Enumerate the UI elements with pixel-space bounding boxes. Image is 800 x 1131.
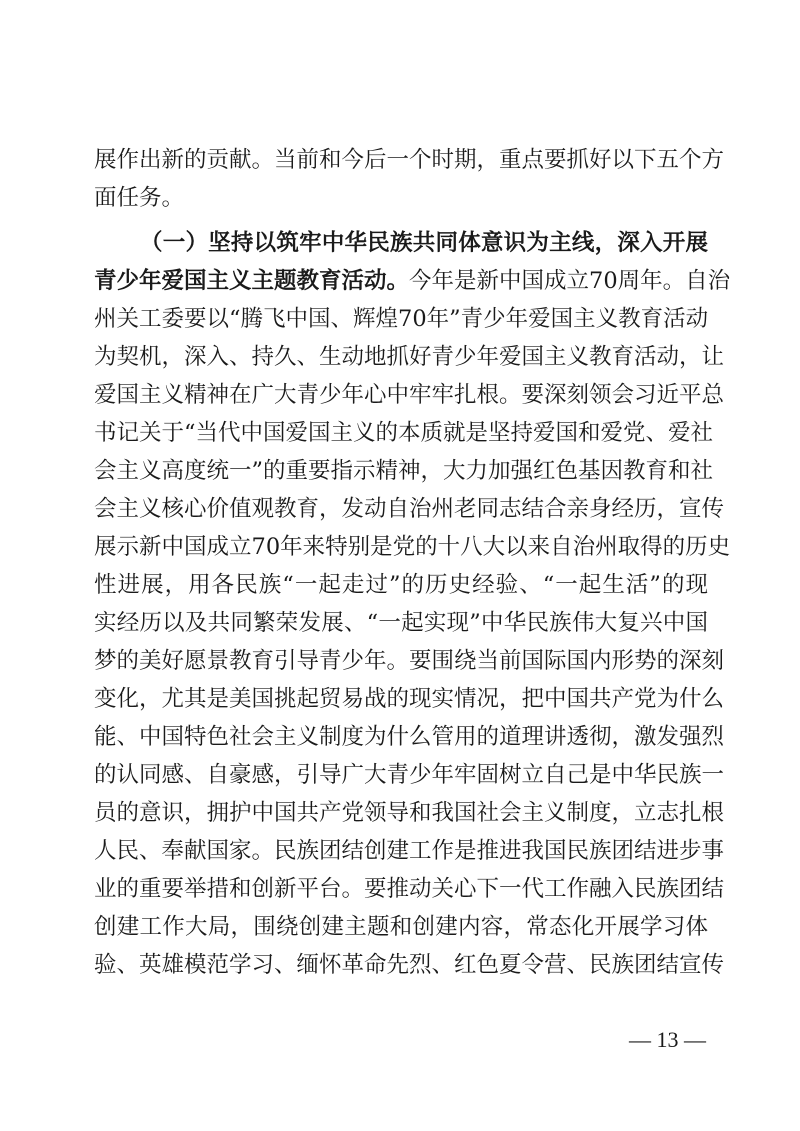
body-line: 实经历以及共同繁荣发展、“一起实现”中华民族伟大复兴中国 <box>94 610 708 636</box>
body-line: 人民、奉献国家。民族团结创建工作是推进我国民族团结进步事 <box>94 838 725 864</box>
body-line: 展作出新的贡献。当前和今后一个时期，重点要抓好以下五个方 <box>94 147 725 173</box>
body-line: 书记关于“当代中国爱国主义的本质就是坚持爱国和爱党、爱社 <box>94 420 714 446</box>
section-heading-tail: 青少年爱国主义主题教育活动。 <box>94 268 410 294</box>
body-line: 性进展，用各民族“一起走过”的历史经验、“一起生活”的现 <box>94 572 708 598</box>
page-number: — 13 — <box>629 1027 706 1052</box>
body-line: 的认同感、自豪感，引导广大青少年牢固树立自己是中华民族一 <box>94 762 725 788</box>
body-line: 面任务。 <box>94 185 185 211</box>
body-line: 会主义高度统一”的重要指示精神，大力加强红色基因教育和社 <box>94 458 714 484</box>
body-line: 为契机，深入、持久、生动地抓好青少年爱国主义教育活动，让 <box>94 344 725 370</box>
section-heading-line: （一）坚持以筑牢中华民族共同体意识为主线，深入开展 <box>140 230 708 256</box>
body-line: 能、中国特色社会主义制度为什么管用的道理讲透彻，激发强烈 <box>94 724 725 750</box>
body-line-mixed <box>94 263 731 299</box>
body-line: 员的意识，拥护中国共产党领导和我国社会主义制度，立志扎根 <box>94 800 725 826</box>
body-line: 变化，尤其是美国挑起贸易战的现实情况，把中国共产党为什么 <box>94 686 725 712</box>
body-line: 验、英雄模范学习、缅怀革命先烈、红色夏令营、民族团结宣传 <box>94 952 725 978</box>
body-text-start: 今年是新中国成立70周年。自治 <box>409 268 731 294</box>
body-line: 爱国主义精神在广大青少年心中牢牢扎根。要深刻领会习近平总 <box>94 382 725 408</box>
body-line: 业的重要举措和创新平台。要推动关心下一代工作融入民族团结 <box>94 876 725 902</box>
body-line: 州关工委要以“腾飞中国、辉煌70年”青少年爱国主义教育活动 <box>94 306 709 332</box>
body-line: 梦的美好愿景教育引导青少年。要围绕当前国际国内形势的深刻 <box>94 648 725 674</box>
body-line: 会主义核心价值观教育，发动自治州老同志结合亲身经历，宣传 <box>94 496 725 522</box>
body-line: 创建工作大局，围绕创建主题和创建内容，常态化开展学习体 <box>94 914 708 940</box>
body-line: 展示新中国成立70年来特别是党的十八大以来自治州取得的历史 <box>94 534 731 560</box>
